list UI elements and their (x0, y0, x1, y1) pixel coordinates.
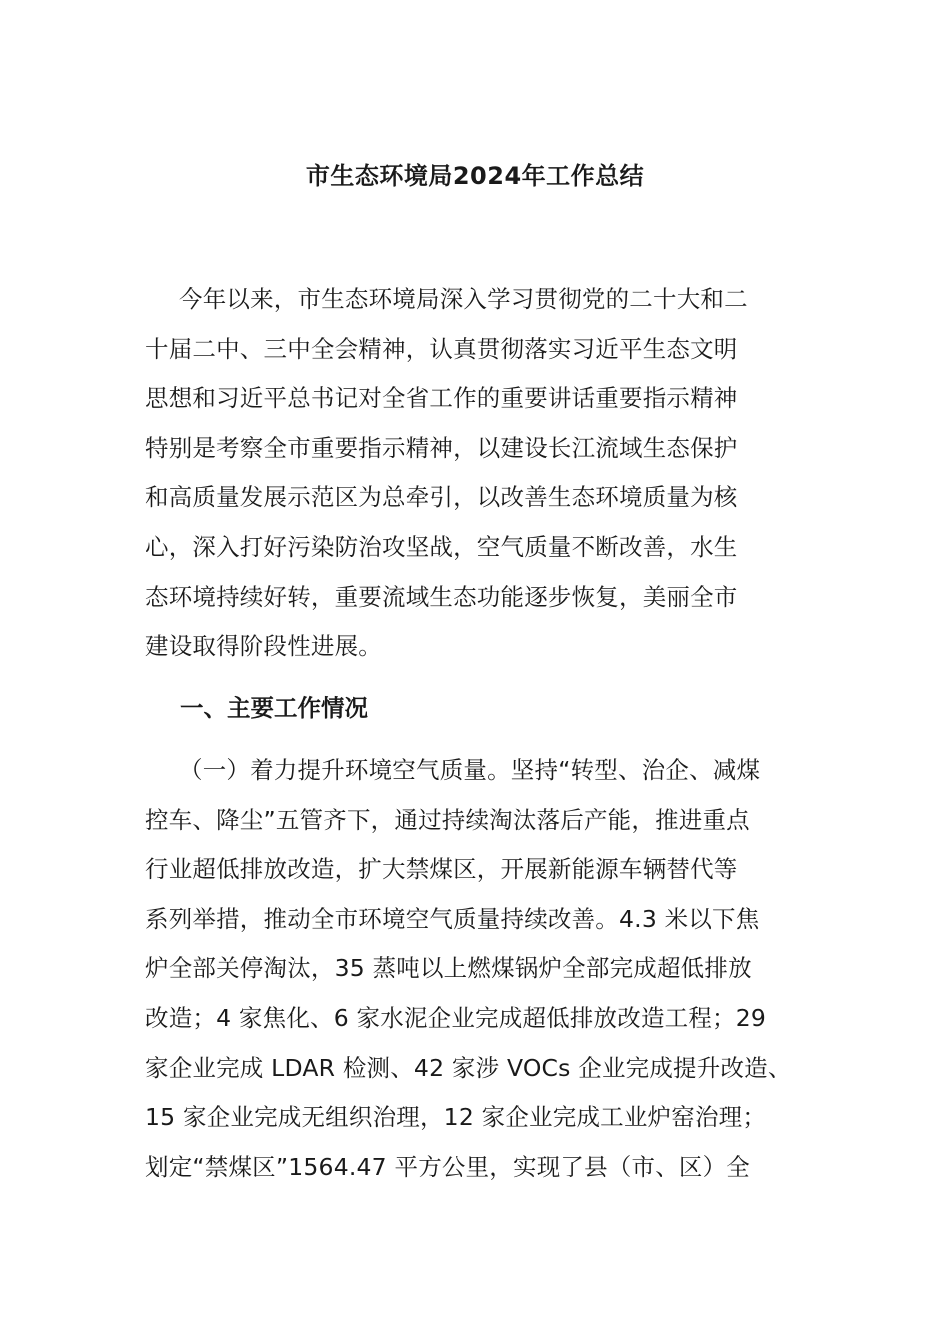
section1-line: （一）着力提升环境空气质量。坚持“转型、治企、减煤 (179, 756, 761, 784)
section1-line: 行业超低排放改造，扩大禁煤区，开展新能源车辆替代等 (145, 855, 738, 884)
intro-line: 十届二中、三中全会精神，认真贯彻落实习近平生态文明 (145, 334, 738, 363)
section1-line: 家企业完成 LDAR 检测、42 家涉 VOCs 企业完成提升改造、 (145, 1053, 792, 1082)
section1-line: 系列举措，推动全市环境空气质量持续改善。4.3 米以下焦 (145, 904, 760, 933)
intro-line: 今年以来，市生态环境局深入学习贯彻党的二十大和二 (179, 285, 748, 313)
intro-line: 心，深入打好污染防治攻坚战，空气质量不断改善，水生 (145, 532, 738, 561)
intro-line: 和高质量发展示范区为总牵引，以改善生态环境质量为核 (145, 483, 738, 512)
intro-line: 建设取得阶段性进展。 (145, 632, 382, 661)
section1-line: 划定“禁煤区”1564.47 平方公里，实现了县（市、区）全 (145, 1152, 750, 1181)
section1-line: 炉全部关停淘汰，35 蒸吨以上燃煤锅炉全部完成超低排放 (145, 954, 752, 983)
section1-line: 15 家企业完成无组织治理，12 家企业完成工业炉窑治理； (145, 1103, 767, 1132)
intro-line: 态环境持续好转，重要流域生态功能逐步恢复，美丽全市 (145, 582, 738, 611)
section1-line: 改造；4 家焦化、6 家水泥企业完成超低排放改造工程；29 (145, 1003, 767, 1032)
intro-line: 思想和习近平总书记对全省工作的重要讲话重要指示精神 (145, 384, 738, 413)
intro-line: 特别是考察全市重要指示精神，以建设长江流域生态保护 (145, 433, 738, 462)
section1-line: 控车、降尘”五管齐下，通过持续淘汰落后产能，推进重点 (145, 805, 750, 834)
document-title: 市生态环境局2024年工作总结 (305, 162, 645, 190)
intro-paragraph (145, 275, 825, 672)
section1-paragraph (145, 746, 825, 1192)
section-heading: 一、主要工作情况 (180, 694, 368, 722)
